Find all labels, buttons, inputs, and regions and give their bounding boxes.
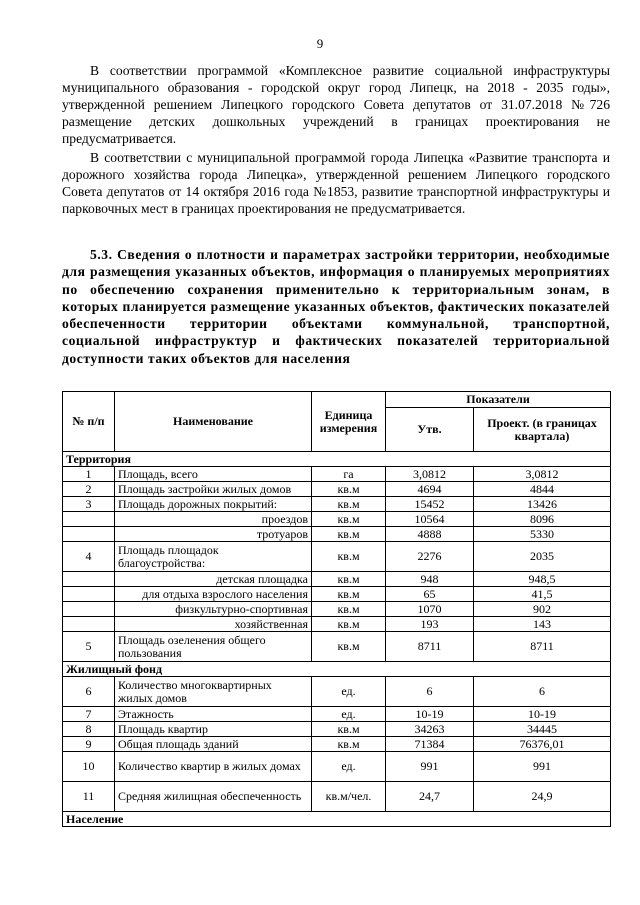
header-name: Наименование	[115, 392, 312, 452]
section-territory: Территория	[63, 452, 611, 467]
table-row: 4 Площадь площадок благоустройства: кв.м 2276 2035	[63, 542, 611, 572]
table-row: 1 Площадь, всего га 3,0812 3,0812	[63, 467, 611, 482]
table-row: 11 Средняя жилищная обеспеченность кв.м/чел. 24,7 24,9	[63, 782, 611, 812]
section-housing: Жилищный фонд	[63, 662, 611, 677]
header-num: № п/п	[63, 392, 115, 452]
paragraph-social-infrastructure: В соответствии программой «Комплексное развитие социальной инфраструктуры муниципального образования - городской округ город Липецк, на 2018 - 2035 годы», утвержденной решением Липецкого городского Совета депутатов от 31.07.2018 №726 размещение детских дошкольных учреждений в границах проектирования не предусматривается.	[62, 63, 610, 146]
header-indicators: Показатели	[386, 392, 611, 408]
table-row: 7 Этажность ед. 10-19 10-19	[63, 707, 611, 722]
table-row: 5 Площадь озеленения общего пользования кв.м 8711 8711	[63, 632, 611, 662]
table-row: хозяйственная кв.м 193 143	[63, 617, 611, 632]
table-row: 3 Площадь дорожных покрытий: кв.м 15452 13426	[63, 497, 611, 512]
table-row: для отдыха взрослого населения кв.м 65 41,5	[63, 587, 611, 602]
section-population: Население	[63, 812, 611, 827]
table-row: 8 Площадь квартир кв.м 34263 34445	[63, 722, 611, 737]
table-row: 9 Общая площадь зданий кв.м 71384 76376,01	[63, 737, 611, 752]
table-row: тротуаров кв.м 4888 5330	[63, 527, 611, 542]
page-number: 9	[316, 36, 324, 51]
table-row: 10 Количество квартир в жилых домах ед. 991 991	[63, 752, 611, 782]
table-row: 6 Количество многоквартирных жилых домов ед. 6 6	[63, 677, 611, 707]
header-unit: Единица измерения	[312, 392, 386, 452]
header-current: Утв.	[386, 408, 474, 452]
paragraph-transport-infrastructure: В соответствии с муниципальной программой города Липецка «Развитие транспорта и дорожного хозяйства города Липецка», утвержденной решением Липецкого городского Совета депутатов от 14 октября 2016 года №1853, развитие транспортной инфраструктуры и парковочных мест в границах проектирования не предусматривается.	[62, 150, 610, 216]
table-row: детская площадка кв.м 948 948,5	[63, 572, 611, 587]
indicators-table	[62, 391, 611, 827]
section-heading: 5.3. Сведения о плотности и параметрах застройки территории, необходимые для размещения указанных объектов, информация о планируемых мероприятиях по обеспечению сохранения применительно к территориальным зонам, в которых планируется размещение указанных объектов, фактических показателей обеспеченности территории объектами коммунальной, транспортной, социальной инфраструктур и фактических показателей территориальной доступности таких объектов для населения	[62, 247, 610, 366]
table-row: 2 Площадь застройки жилых домов кв.м 4694 4844	[63, 482, 611, 497]
table-row: проездов кв.м 10564 8096	[63, 512, 611, 527]
table-row: физкультурно-спортивная кв.м 1070 902	[63, 602, 611, 617]
header-project: Проект. (в границах квартала)	[474, 408, 611, 452]
